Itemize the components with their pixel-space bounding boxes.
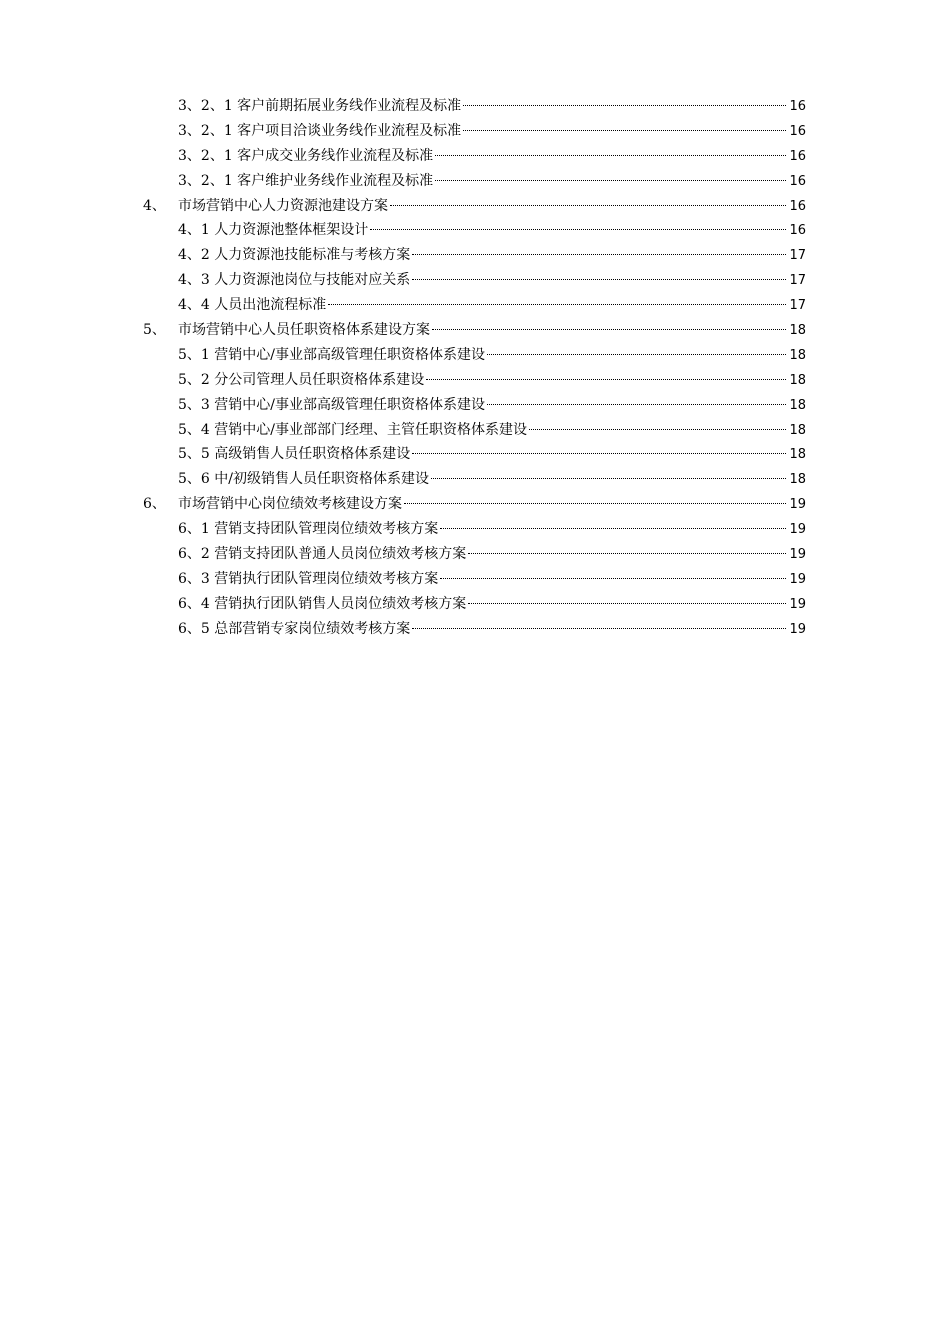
- toc-chapter-number: 5、: [143, 322, 166, 339]
- toc-dot-leader: [412, 279, 786, 280]
- toc-dot-leader: [390, 205, 786, 206]
- toc-page-number: 18: [789, 372, 806, 388]
- toc-entry-title: 6、4 营销执行团队销售人员岗位绩效考核方案: [178, 595, 467, 612]
- toc-page-number: 19: [789, 547, 806, 563]
- toc-dot-leader: [468, 553, 786, 554]
- toc-entry-title: 5、2 分公司管理人员任职资格体系建设: [178, 371, 425, 388]
- toc-entry-title: 市场营销中心人力资源池建设方案: [178, 197, 388, 214]
- toc-page-number: 16: [789, 148, 806, 164]
- toc-page-number: 18: [789, 447, 806, 463]
- toc-entry-title: 6、3 营销执行团队管理岗位绩效考核方案: [178, 570, 439, 587]
- toc-section-entry[interactable]: [0, 218, 950, 243]
- toc-page-number: 19: [789, 522, 806, 538]
- toc-dot-leader: [432, 329, 786, 330]
- toc-entry-title: 市场营销中心岗位绩效考核建设方案: [178, 496, 402, 513]
- toc-dot-leader: [328, 304, 786, 305]
- toc-entry-title: 4、3 人力资源池岗位与技能对应关系: [178, 272, 411, 289]
- toc-page-number: 18: [789, 323, 806, 339]
- toc-entry-title: 4、1 人力资源池整体框架设计: [178, 222, 369, 239]
- toc-section-entry[interactable]: [0, 617, 950, 642]
- toc-dot-leader: [435, 180, 786, 181]
- toc-dot-leader: [468, 603, 786, 604]
- toc-entry-title: 3、2、1 客户项目洽谈业务线作业流程及标准: [178, 122, 462, 139]
- toc-section-entry[interactable]: [0, 442, 950, 467]
- toc-section-entry[interactable]: [0, 467, 950, 492]
- toc-entry-title: 6、2 营销支持团队普通人员岗位绩效考核方案: [178, 546, 467, 563]
- toc-page-number: 16: [789, 99, 806, 114]
- toc-page-number: 19: [789, 497, 806, 513]
- toc-page-number: 19: [789, 621, 806, 637]
- toc-section-entry[interactable]: [0, 542, 950, 567]
- toc-entry-title: 5、3 营销中心/事业部高级管理任职资格体系建设: [178, 396, 485, 413]
- toc-dot-leader: [412, 453, 786, 454]
- toc-dot-leader: [412, 254, 786, 255]
- toc-dot-leader: [370, 229, 786, 230]
- toc-entry-title: 3、2、1 客户前期拓展业务线作业流程及标准: [178, 98, 462, 114]
- toc-page-number: 18: [789, 422, 806, 438]
- toc-dot-leader: [463, 105, 786, 106]
- table-of-contents: [0, 94, 950, 642]
- toc-page-number: 17: [789, 273, 806, 289]
- toc-page-number: 18: [789, 397, 806, 413]
- toc-section-entry[interactable]: [0, 293, 950, 318]
- toc-entry-title: 4、2 人力资源池技能标准与考核方案: [178, 247, 411, 264]
- toc-page-number: 16: [789, 173, 806, 189]
- toc-section-entry[interactable]: [0, 343, 950, 368]
- toc-section-entry[interactable]: [0, 393, 950, 418]
- toc-entry-title: 6、5 总部营销专家岗位绩效考核方案: [178, 620, 411, 637]
- toc-dot-leader: [529, 429, 786, 430]
- toc-chapter-number: 6、: [143, 496, 166, 513]
- toc-entry-title: 3、2、1 客户成交业务线作业流程及标准: [178, 147, 434, 164]
- toc-chapter-entry[interactable]: [0, 318, 950, 343]
- toc-page-number: 16: [789, 123, 806, 139]
- toc-dot-leader: [440, 528, 786, 529]
- toc-section-entry[interactable]: [0, 144, 950, 169]
- toc-entry-title: 6、1 营销支持团队管理岗位绩效考核方案: [178, 521, 439, 538]
- toc-dot-leader: [431, 478, 786, 479]
- toc-dot-leader: [435, 155, 786, 156]
- toc-page-number: 19: [789, 571, 806, 587]
- toc-section-entry[interactable]: [0, 94, 950, 119]
- toc-chapter-entry[interactable]: [0, 492, 950, 517]
- toc-chapter-number: 4、: [143, 197, 166, 214]
- toc-dot-leader: [487, 404, 786, 405]
- toc-dot-leader: [463, 130, 786, 131]
- toc-page-number: 17: [789, 298, 806, 314]
- toc-page-number: 18: [789, 347, 806, 363]
- toc-dot-leader: [440, 578, 786, 579]
- toc-section-entry[interactable]: [0, 119, 950, 144]
- toc-entry-title: 5、4 营销中心/事业部部门经理、主管任职资格体系建设: [178, 421, 527, 438]
- toc-section-entry[interactable]: [0, 243, 950, 268]
- toc-entry-title: 3、2、1 客户维护业务线作业流程及标准: [178, 172, 434, 189]
- toc-section-entry[interactable]: [0, 418, 950, 443]
- toc-dot-leader: [487, 354, 786, 355]
- toc-page-number: 17: [789, 248, 806, 264]
- toc-section-entry[interactable]: [0, 517, 950, 542]
- toc-dot-leader: [426, 379, 786, 380]
- toc-section-entry[interactable]: [0, 592, 950, 617]
- toc-page-number: 18: [789, 472, 806, 488]
- toc-page-number: 19: [789, 596, 806, 612]
- toc-dot-leader: [412, 628, 786, 629]
- toc-dot-leader: [404, 503, 786, 504]
- toc-entry-title: 5、1 营销中心/事业部高级管理任职资格体系建设: [178, 346, 485, 363]
- toc-section-entry[interactable]: [0, 169, 950, 194]
- toc-entry-title: 4、4 人员出池流程标准: [178, 297, 327, 314]
- toc-section-entry[interactable]: [0, 567, 950, 592]
- toc-entry-title: 5、5 高级销售人员任职资格体系建设: [178, 446, 411, 463]
- toc-section-entry[interactable]: [0, 368, 950, 393]
- toc-page-number: 16: [789, 198, 806, 214]
- toc-section-entry[interactable]: [0, 268, 950, 293]
- toc-entry-title: 5、6 中/初级销售人员任职资格体系建设: [178, 471, 429, 488]
- toc-chapter-entry[interactable]: [0, 194, 950, 219]
- toc-entry-title: 市场营销中心人员任职资格体系建设方案: [178, 322, 430, 339]
- toc-page-number: 16: [789, 223, 806, 239]
